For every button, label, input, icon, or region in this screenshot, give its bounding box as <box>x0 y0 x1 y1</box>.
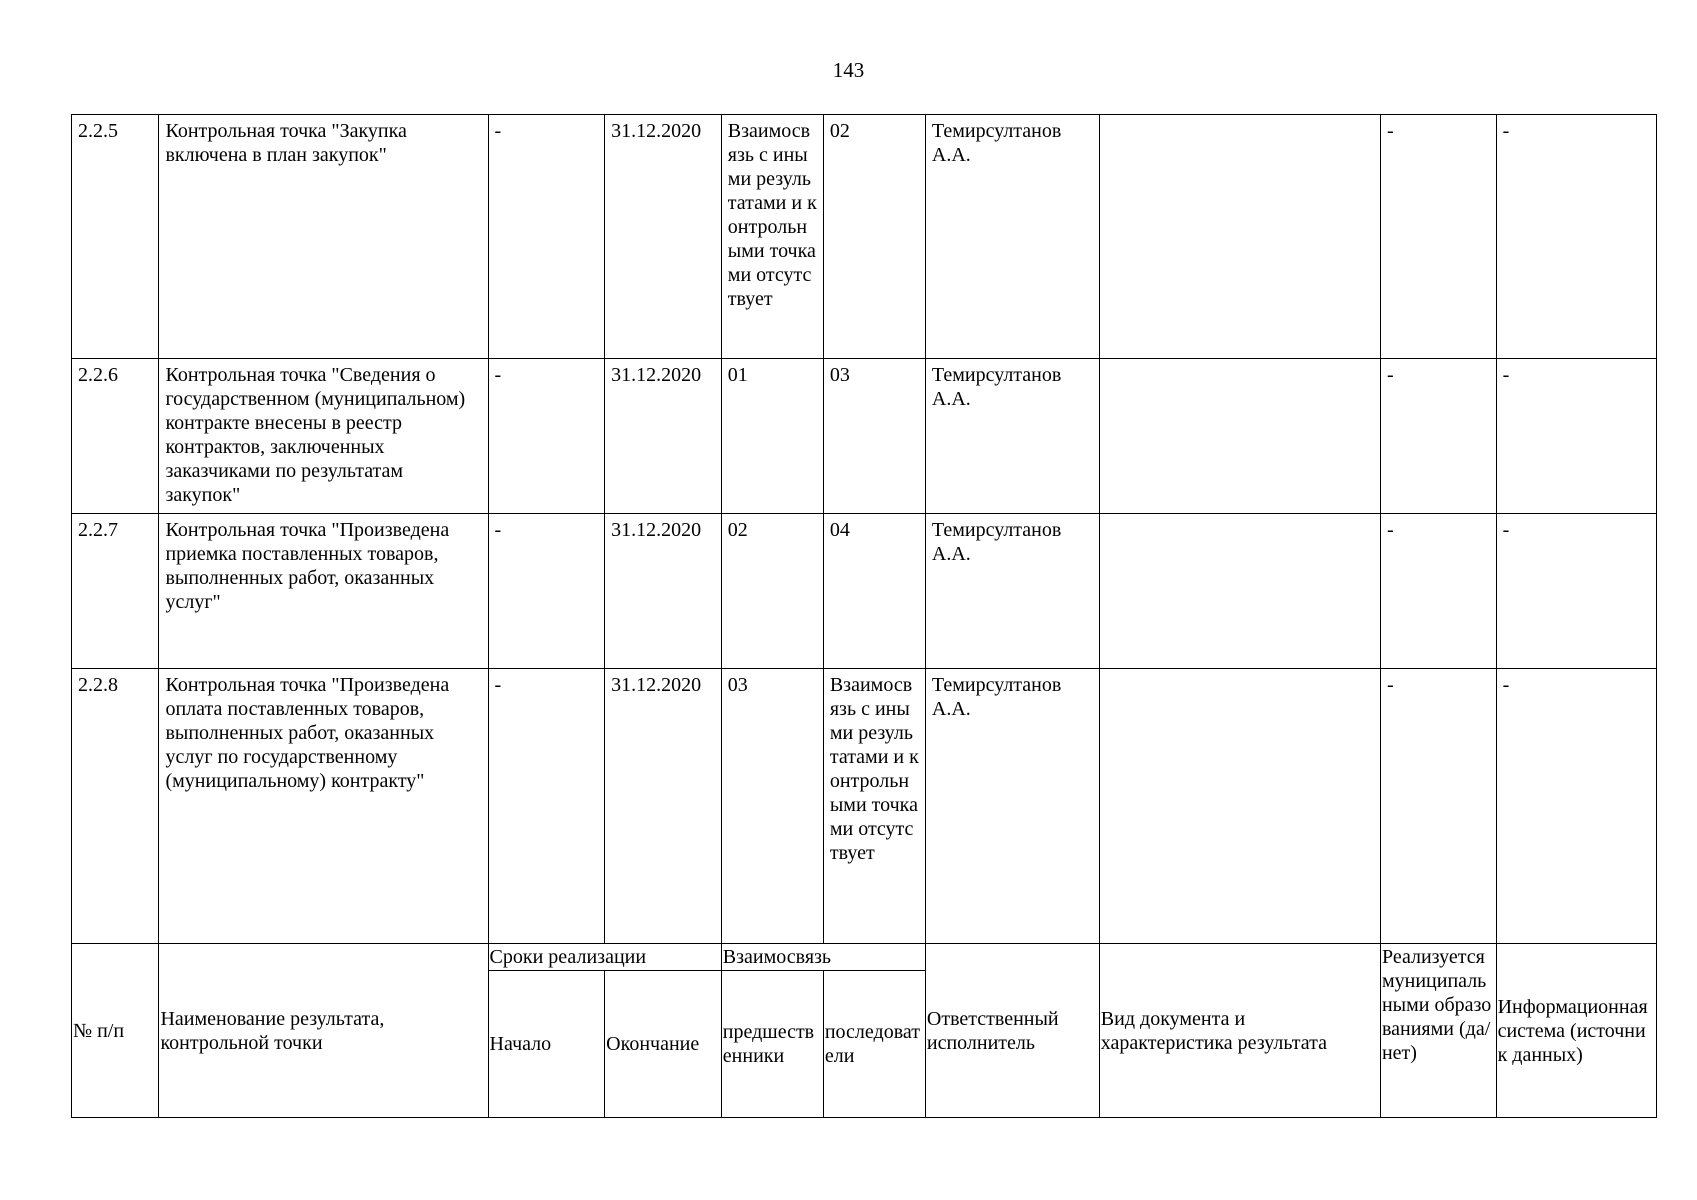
row-municipal: - <box>1380 115 1496 359</box>
row-successors: 04 <box>823 514 925 669</box>
control-points-table <box>71 114 1657 1118</box>
header-doc-type: Вид документа и характеристика результата <box>1099 944 1380 1118</box>
row-successors: 03 <box>823 359 925 514</box>
row-responsible: Темирсултанов А.А. <box>925 514 1099 669</box>
row-start: - <box>488 669 605 944</box>
row-start: - <box>488 115 605 359</box>
row-name: Контрольная точка "Произведена приемка поставленных товаров, выполненных работ, оказанных услуг" <box>159 514 488 669</box>
table-row <box>72 514 1657 669</box>
table-row <box>72 115 1657 359</box>
header-end: Окончание <box>605 971 722 1118</box>
row-end: 31.12.2020 <box>605 669 722 944</box>
row-predecessors: 03 <box>721 669 823 944</box>
header-link: Взаимосвязь <box>721 944 925 971</box>
row-name: Контрольная точка "Сведения о государственном (муниципальном) контракте внесены в реестр контрактов, заключенных заказчиками по результатам закупок" <box>159 359 488 514</box>
row-info-system: - <box>1496 115 1656 359</box>
row-responsible: Темирсултанов А.А. <box>925 669 1099 944</box>
row-number: 2.2.8 <box>72 669 159 944</box>
row-name: Контрольная точка "Закупка включена в план закупок" <box>159 115 488 359</box>
row-predecessors: 01 <box>721 359 823 514</box>
row-doc-type <box>1099 669 1380 944</box>
header-responsible: Ответственный исполнитель <box>925 944 1099 1118</box>
row-start: - <box>488 359 605 514</box>
row-info-system: - <box>1496 359 1656 514</box>
row-start: - <box>488 514 605 669</box>
row-successors: Взаимосвязь с иными результатами и контрольными точками отсутствует <box>823 669 925 944</box>
row-info-system: - <box>1496 669 1656 944</box>
row-end: 31.12.2020 <box>605 514 722 669</box>
table-row <box>72 359 1657 514</box>
row-doc-type <box>1099 359 1380 514</box>
header-terms: Сроки реализации <box>488 944 721 971</box>
row-doc-type <box>1099 514 1380 669</box>
header-info-system: Информационная система (источник данных) <box>1496 944 1656 1118</box>
row-responsible: Темирсултанов А.А. <box>925 359 1099 514</box>
header-predecessors: предшественники <box>721 971 823 1118</box>
row-info-system: - <box>1496 514 1656 669</box>
row-end: 31.12.2020 <box>605 115 722 359</box>
row-name: Контрольная точка "Произведена оплата поставленных товаров, выполненных работ, оказанных услуг по государственному (муниципальному) контракту" <box>159 669 488 944</box>
row-responsible: Темирсултанов А.А. <box>925 115 1099 359</box>
row-number: 2.2.5 <box>72 115 159 359</box>
row-end: 31.12.2020 <box>605 359 722 514</box>
row-number: 2.2.6 <box>72 359 159 514</box>
row-doc-type <box>1099 115 1380 359</box>
header-successors: последователи <box>823 971 925 1118</box>
header-name: Наименование результата, контрольной точки <box>159 944 488 1118</box>
row-predecessors: 02 <box>721 514 823 669</box>
header-num: № п/п <box>72 944 159 1118</box>
header-start: Начало <box>488 971 605 1118</box>
header-row-top <box>72 944 1657 971</box>
header-municipal: Реализуется муниципальными образованиями (да/нет) <box>1380 944 1496 1118</box>
row-successors: 02 <box>823 115 925 359</box>
row-predecessors: Взаимосвязь с иными результатами и контрольными точками отсутствует <box>721 115 823 359</box>
table-row <box>72 669 1657 944</box>
page-number: 143 <box>832 58 865 82</box>
row-municipal: - <box>1380 359 1496 514</box>
row-number: 2.2.7 <box>72 514 159 669</box>
row-municipal: - <box>1380 514 1496 669</box>
row-municipal: - <box>1380 669 1496 944</box>
